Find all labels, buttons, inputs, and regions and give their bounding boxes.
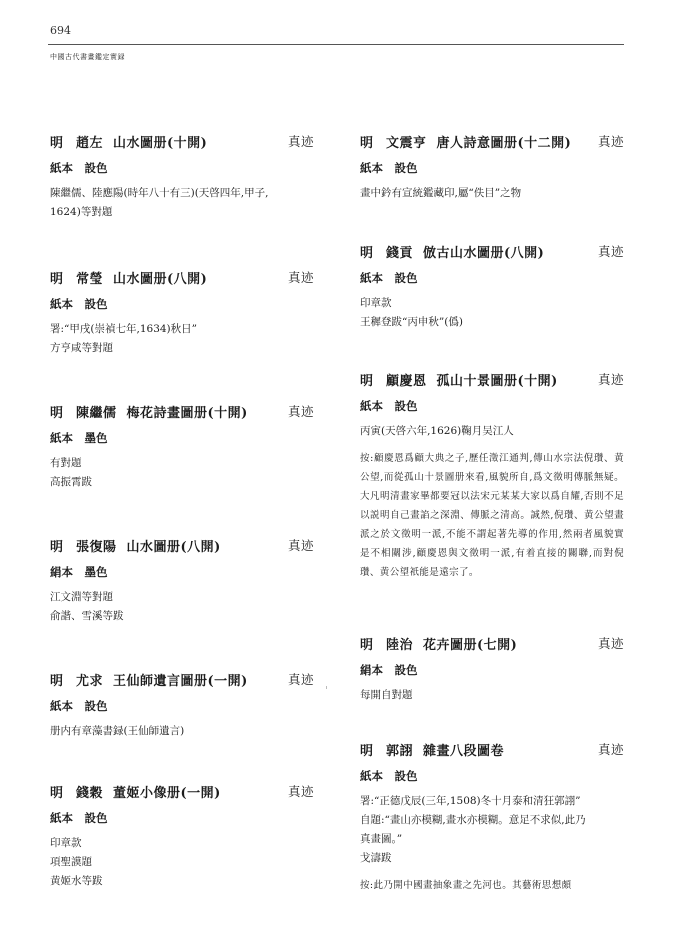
entry-dynasty: 明 [50, 136, 64, 151]
entry-status: 真迹 [597, 742, 624, 757]
entry-line: 江文淵等對題 [50, 591, 113, 603]
entry-line: 項聖謨題 [50, 856, 92, 868]
entry-artist: 郭詡 [386, 744, 414, 759]
entry-artist: 尤求 [76, 674, 104, 689]
entry-artist: 趙左 [76, 136, 104, 151]
entry-status: 真迹 [597, 372, 624, 387]
running-head: 中國古代書畫鑑定實録 [50, 53, 125, 61]
entry-line: 真畫圖。” [360, 833, 403, 845]
entry-artist: 文震亨 [386, 136, 427, 151]
entry-line: 戈濤跋 [360, 852, 392, 864]
entry-line: 丙寅(天啓六年,1626)鞠月吴江人 [360, 425, 514, 437]
catalog-entry [360, 370, 624, 582]
entry-line: 署:“正德戊辰(三年,1508)冬十月泰和清狂郭詡” [360, 795, 581, 807]
catalog-entry [50, 402, 314, 492]
entry-medium: 紙本 設色 [360, 271, 418, 285]
entry-line: 每開自對題 [360, 689, 413, 701]
entry-medium: 紙本 設色 [50, 699, 108, 713]
scan-mark [326, 686, 327, 689]
catalog-entry [50, 782, 314, 891]
entry-title [360, 370, 624, 390]
entry-title [50, 536, 314, 556]
entry-status: 真迹 [287, 270, 314, 285]
entry-line: 黄姬水等跋 [50, 875, 103, 887]
entry-artist: 張復陽 [76, 540, 117, 555]
entry-work-title: 倣古山水圖册(八開) [423, 246, 545, 261]
entry-line: 畫中鈐有宣統鑑藏印,屬“佚目”之物 [360, 187, 522, 199]
entry-title [360, 634, 624, 654]
entry-line: 高振霄跋 [50, 476, 92, 488]
entry-title [50, 670, 314, 690]
entry-medium: 絹本 墨色 [50, 565, 108, 579]
entry-status: 真迹 [287, 672, 314, 687]
entry-artist: 錢貢 [386, 246, 414, 261]
entry-dynasty: 明 [360, 744, 374, 759]
entry-medium: 紙本 設色 [50, 811, 108, 825]
entry-title [360, 242, 624, 262]
entry-line: 俞諧、雪溪等跋 [50, 610, 124, 622]
entry-work-title: 梅花詩畫圖册(十開) [126, 406, 248, 421]
catalog-entry [360, 634, 624, 705]
entry-medium: 紙本 設色 [50, 161, 108, 175]
entry-status: 真迹 [287, 134, 314, 149]
entry-line: 有對題 [50, 457, 82, 469]
entry-status: 真迹 [597, 636, 624, 651]
entry-title [50, 782, 314, 802]
entry-work-title: 花卉圖册(七開) [423, 638, 518, 653]
catalog-entry [360, 740, 624, 895]
entry-line: 印章款 [50, 837, 82, 849]
entry-dynasty: 明 [360, 136, 374, 151]
catalog-entry [50, 670, 314, 741]
entry-line: 册内有章藻書録(王仙師遺言) [50, 725, 185, 737]
entry-work-title: 王仙師遺言圖册(一開) [113, 674, 248, 689]
entry-status: 真迹 [597, 134, 624, 149]
entry-title [360, 740, 624, 760]
entry-dynasty: 明 [50, 674, 64, 689]
entry-work-title: 山水圖册(八開) [126, 540, 221, 555]
page-number: 694 [50, 24, 71, 37]
entry-title [50, 402, 314, 422]
entry-dynasty: 明 [360, 246, 374, 261]
entry-medium: 紙本 設色 [50, 297, 108, 311]
entry-status: 真迹 [287, 538, 314, 553]
entry-medium: 紙本 設色 [360, 399, 418, 413]
entry-line: 印章款 [360, 297, 392, 309]
entry-medium: 紙本 設色 [360, 161, 418, 175]
entry-line: 1624)等對題 [50, 206, 113, 218]
entry-work-title: 山水圖册(八開) [113, 272, 208, 287]
entry-artist: 陸治 [386, 638, 414, 653]
entry-line: 王穉登跋“丙申秋”(僞) [360, 316, 463, 328]
entry-dynasty: 明 [50, 540, 64, 555]
entry-work-title: 孤山十景圖册(十開) [436, 374, 558, 389]
entry-line: 陳繼儒、陸應陽(時年八十有三)(天啓四年,甲子, [50, 187, 269, 199]
entry-artist: 陳繼儒 [76, 406, 117, 421]
entry-medium: 絹本 設色 [360, 663, 418, 677]
entry-title [50, 132, 314, 152]
entry-line: 署:“甲戌(崇禎七年,1634)秋日” [50, 323, 198, 335]
entry-dynasty: 明 [50, 406, 64, 421]
entry-medium: 紙本 設色 [360, 769, 418, 783]
entry-status: 真迹 [287, 784, 314, 799]
entry-dynasty: 明 [50, 786, 64, 801]
header-rule [48, 44, 624, 45]
entry-artist: 常瑩 [76, 272, 104, 287]
entry-work-title: 雜畫八段圖卷 [423, 744, 505, 759]
entry-note: 按:此乃開中國畫抽象畫之先河也。其藝術思想頗 [360, 880, 572, 891]
catalog-entry [50, 132, 314, 222]
entry-line: 方亨咸等對題 [50, 342, 113, 354]
catalog-entry [50, 268, 314, 358]
entry-dynasty: 明 [50, 272, 64, 287]
entry-work-title: 唐人詩意圖册(十二開) [436, 136, 572, 151]
entry-note: 按:顧慶恩爲顧大典之子,歷任澂江通判,傳山水宗法倪瓚、黄公望,而從孤山十景圖册來看,風貌所自,爲文徵明傳脈無疑。大凡明清畫家畢都要冠以法宋元某某大家以爲自耀,否則不足以説明自己畫諂之深淵、傳脈之清高。誠然,倪瓚、黄公望畫派之於文徵明一派,不能不謂起著先導的作用,然兩者風貌實是不相關涉,顧慶恩與文徵明一派,有着直接的關聯,而對倪瓚、黄公望祇能是遠宗了。 [360, 453, 624, 578]
entry-title [360, 132, 624, 152]
entry-dynasty: 明 [360, 638, 374, 653]
entry-artist: 錢穀 [76, 786, 104, 801]
entry-work-title: 董姬小像册(一開) [113, 786, 221, 801]
entry-line: 自題:“畫山亦模糊,畫水亦模糊。意足不求似,此乃 [360, 814, 586, 826]
catalog-entry [50, 536, 314, 626]
catalog-entry [360, 132, 624, 203]
entry-medium: 紙本 墨色 [50, 431, 108, 445]
entry-dynasty: 明 [360, 374, 374, 389]
entry-status: 真迹 [287, 404, 314, 419]
entry-artist: 顧慶恩 [386, 374, 427, 389]
entry-work-title: 山水圖册(十開) [113, 136, 208, 151]
catalog-entry [360, 242, 624, 332]
entry-status: 真迹 [597, 244, 624, 259]
entry-title [50, 268, 314, 288]
